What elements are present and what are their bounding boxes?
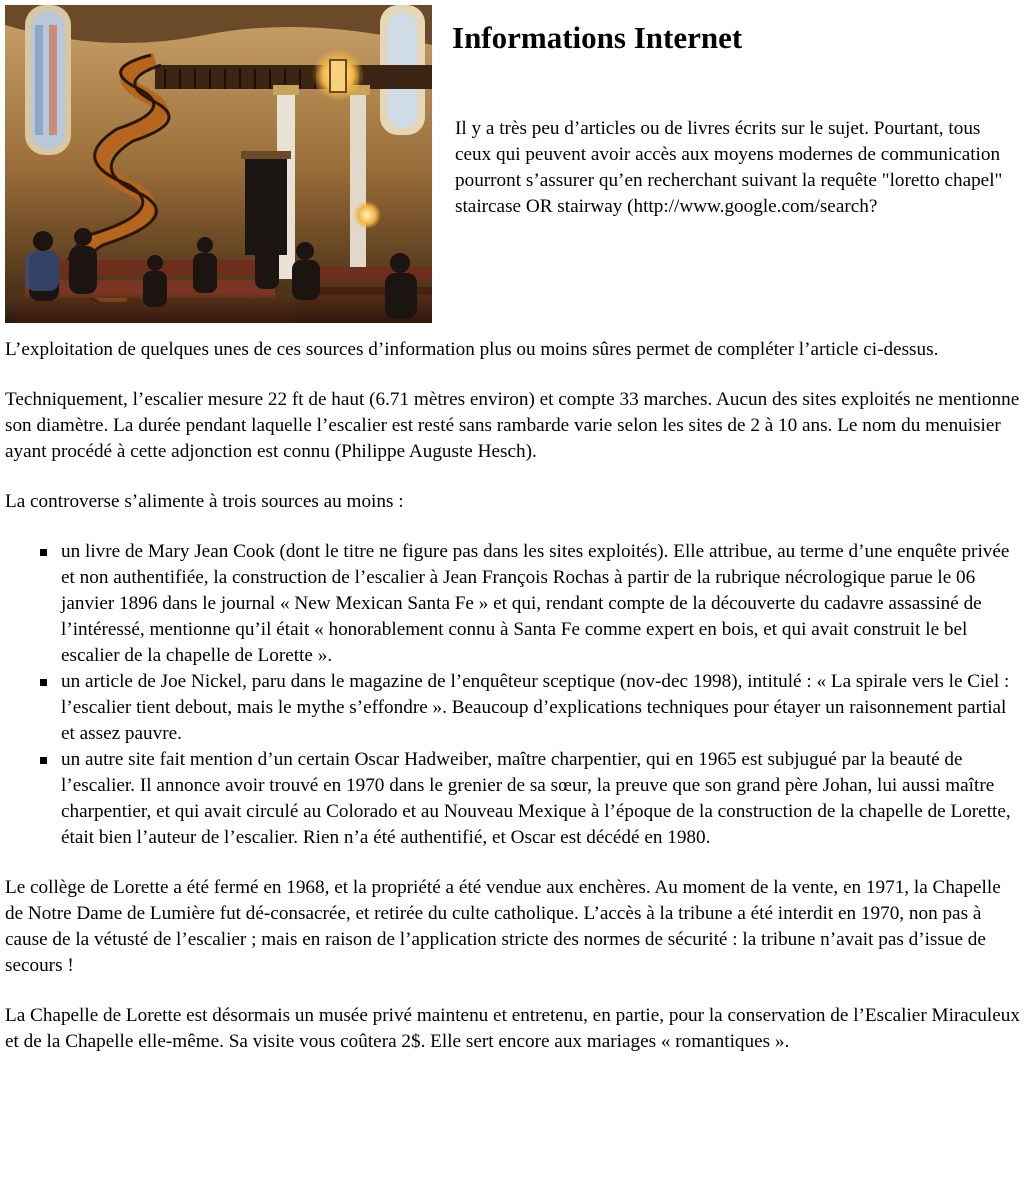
list-item-text: un livre de Mary Jean Cook (dont le titre ne figure pas dans les sites exploités). Elle attribue, au terme d’une enquête privée et non authentifiée, la construction de l’escalier à Jean François Rochas à partir de la rubrique nécrologique parue le 06 janvier 1896 dans le journal « New Mexican Santa Fe » et qui, rendant compte de la découverte du cadavre assassiné de l’intéressé, mentionne qu’il était « honorablement connu à Santa Fe comme expert en bois, et qui avait construit le bel escalier de la chapelle de Lorette ». xyxy=(61,541,1010,666)
paragraph-history: Le collège de Lorette a été fermé en 1968, et la propriété a été vendue aux enchères. Au moment de la vente, en 1971, la Chapelle de Notre Dame de Lumière fut dé-consacrée, et retirée du culte catholique. L’accès à la tribune a été interdit en 1970, non pas à cause de la vétusté de l’escalier ; mais en raison de l’application stricte des normes de sécurité : la tribune n’avait pas d’issue de secours ! xyxy=(5,877,1001,976)
list-item-text: un article de Joe Nickel, paru dans le magazine de l’enquêteur sceptique (nov-dec 1998), intitulé : « La spirale vers le Ciel : l’escalier tient debout, mais le mythe s’effondre ». Beaucoup d’explications techniques pour étayer un raisonnement partial et assez pauvre. xyxy=(61,671,1010,744)
sources-list xyxy=(5,539,1021,851)
intro-paragraph: Il y a très peu d’articles ou de livres écrits sur le sujet. Pourtant, tous ceux qui peuvent avoir accès aux moyens modernes de communication pourront s’assurer qu’en recherchant suivant la requête "loretto chapel" staircase OR stairway (http://www.google.com/search? xyxy=(455,118,1003,217)
article-body xyxy=(5,337,1021,1079)
square-bullet-icon xyxy=(40,757,47,764)
chapel-staircase-photo xyxy=(5,5,432,323)
list-item xyxy=(61,747,1021,851)
paragraph-controversy: La controverse s’alimente à trois sources au moins : xyxy=(5,491,404,512)
paragraph-museum: La Chapelle de Lorette est désormais un musée privé maintenu et entretenu, en partie, pour la conservation de l’Escalier Miraculeux et de la Chapelle elle-même. Sa visite vous coûtera 2$. Elle sert encore aux mariages « romantiques ». xyxy=(5,1005,1020,1052)
square-bullet-icon xyxy=(40,679,47,686)
list-item-text: un autre site fait mention d’un certain Oscar Hadweiber, maître charpentier, qui en 1965 est subjugué par la beauté de l’escalier. Il annonce avoir trouvé en 1970 dans le grenier de sa sœur, la preuve que son grand père Johan, lui aussi maître charpentier, et qui avait circulé au Colorado et au Nouveau Mexique à l’époque de la construction de la chapelle de Lorette, était bien l’auteur de l’escalier. Rien n’a été authentifié, et Oscar est décédé en 1980. xyxy=(61,749,1011,848)
paragraph-technical: Techniquement, l’escalier mesure 22 ft de haut (6.71 mètres environ) et compte 33 marches. Aucun des sites exploités ne mentionne son diamètre. La durée pendant laquelle l’escalier est resté sans rambarde varie selon les sites de 2 à 10 ans. Le nom du menuisier ayant procédé à cette adjonction est connu (Philippe Auguste Hesch). xyxy=(5,389,1020,462)
paragraph-sources-intro: L’exploitation de quelques unes de ces sources d’information plus ou moins sûres permet de compléter l’article ci-dessus. xyxy=(5,339,939,360)
page-title: Informations Internet xyxy=(452,20,743,55)
square-bullet-icon xyxy=(40,549,47,556)
list-item xyxy=(61,539,1021,669)
list-item xyxy=(61,669,1021,747)
